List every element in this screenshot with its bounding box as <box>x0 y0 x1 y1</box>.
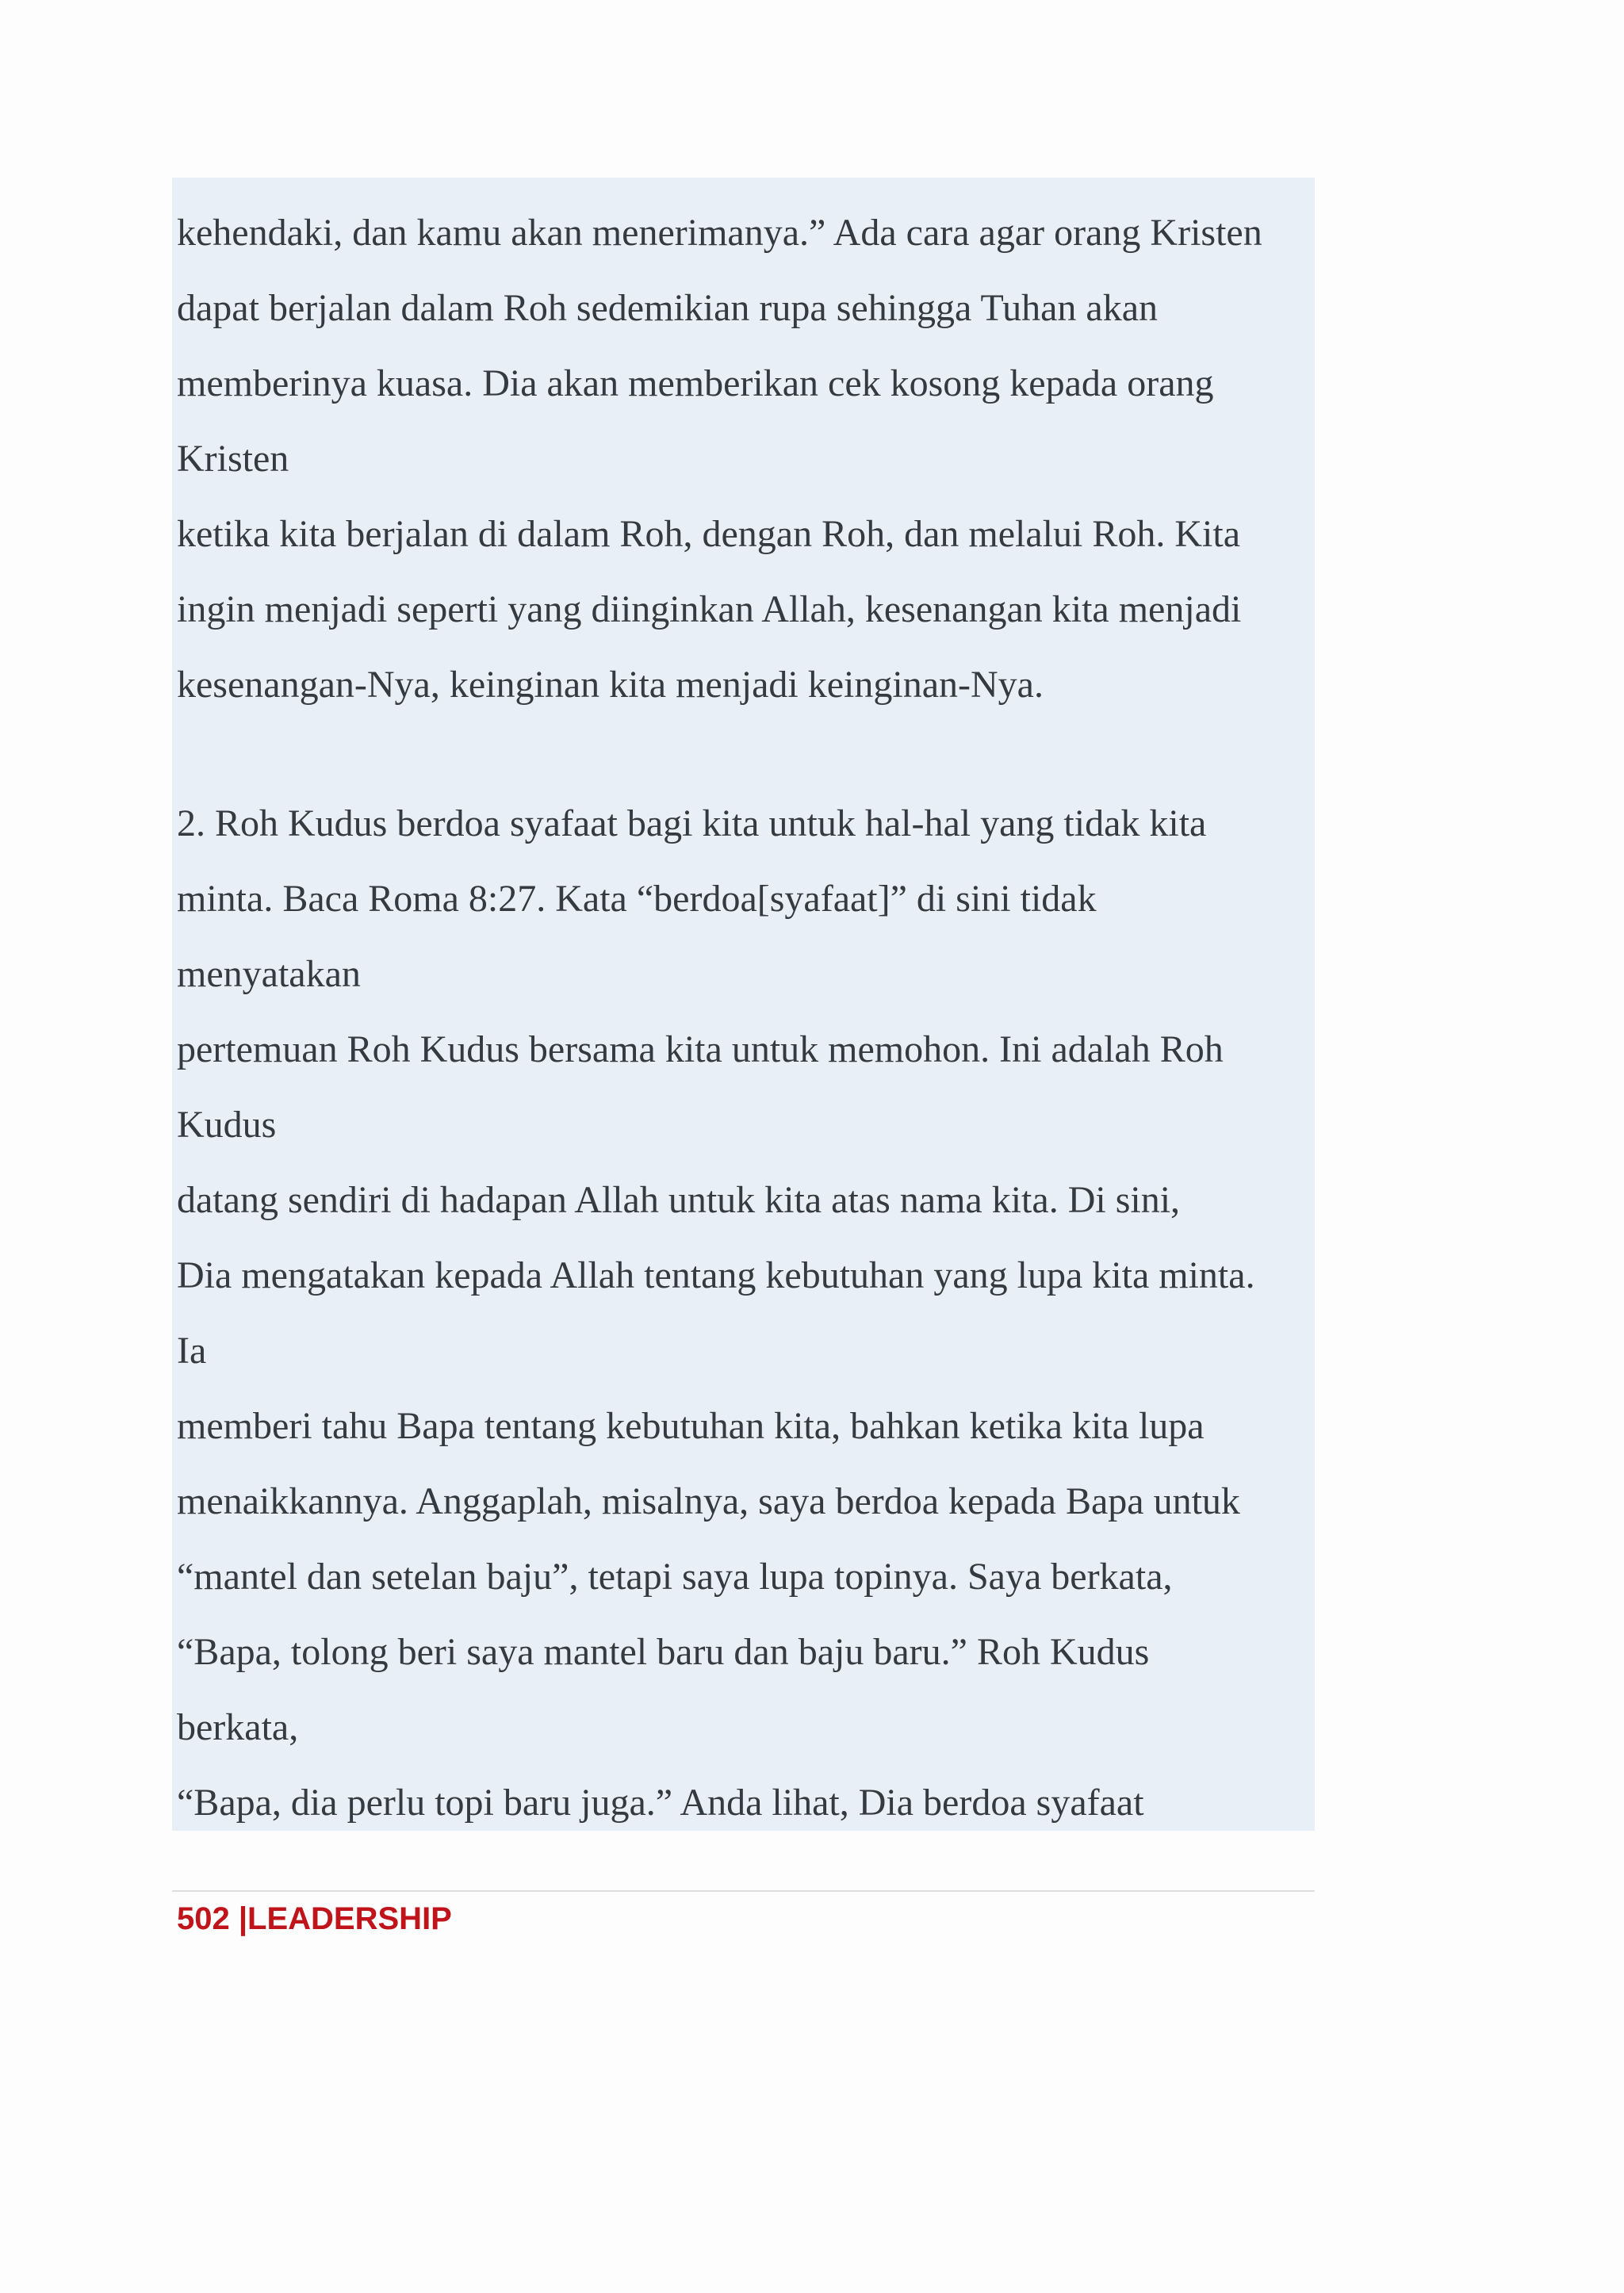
body-line: “mantel dan setelan baju”, tetapi saya lupa topinya. Saya berkata, <box>177 1556 1173 1598</box>
body-line: Kristen <box>177 438 289 480</box>
body-line: kehendaki, dan kamu akan menerimanya.” Ada cara agar orang Kristen <box>177 212 1262 254</box>
highlighted-text-block <box>172 178 1315 1831</box>
body-line: memberinya kuasa. Dia akan memberikan cek kosong kepada orang <box>177 362 1214 404</box>
body-line: menyatakan <box>177 953 361 995</box>
footer-divider <box>172 1890 1315 1892</box>
body-line: berkata, <box>177 1706 299 1748</box>
body-line: “Bapa, dia perlu topi baru juga.” Anda lihat, Dia berdoa syafaat <box>177 1782 1144 1824</box>
body-line: memberi tahu Bapa tentang kebutuhan kita, bahkan ketika kita lupa <box>177 1405 1205 1447</box>
body-line: Dia mengatakan kepada Allah tentang kebutuhan yang lupa kita minta. <box>177 1254 1255 1296</box>
body-line: Ia <box>177 1330 207 1372</box>
body-line: “Bapa, tolong beri saya mantel baru dan baju baru.” Roh Kudus <box>177 1631 1150 1673</box>
body-line: minta. Baca Roma 8:27. Kata “berdoa[syafaat]” di sini tidak <box>177 878 1097 920</box>
page-footer-label: 502 |LEADERSHIP <box>177 1901 452 1936</box>
body-line: kesenangan-Nya, keinginan kita menjadi keinginan-Nya. <box>177 664 1044 706</box>
body-line: 2. Roh Kudus berdoa syafaat bagi kita untuk hal-hal yang tidak kita <box>177 802 1207 844</box>
body-line: ingin menjadi seperti yang diinginkan Allah, kesenangan kita menjadi <box>177 588 1242 630</box>
body-line: ketika kita berjalan di dalam Roh, dengan Roh, dan melalui Roh. Kita <box>177 513 1240 555</box>
body-line: menaikkannya. Anggaplah, misalnya, saya berdoa kepada Bapa untuk <box>177 1480 1240 1522</box>
body-line: dapat berjalan dalam Roh sedemikian rupa sehingga Tuhan akan <box>177 287 1159 329</box>
body-line: Kudus <box>177 1104 277 1146</box>
body-line: pertemuan Roh Kudus bersama kita untuk memohon. Ini adalah Roh <box>177 1028 1224 1070</box>
body-line: datang sendiri di hadapan Allah untuk kita atas nama kita. Di sini, <box>177 1179 1181 1221</box>
